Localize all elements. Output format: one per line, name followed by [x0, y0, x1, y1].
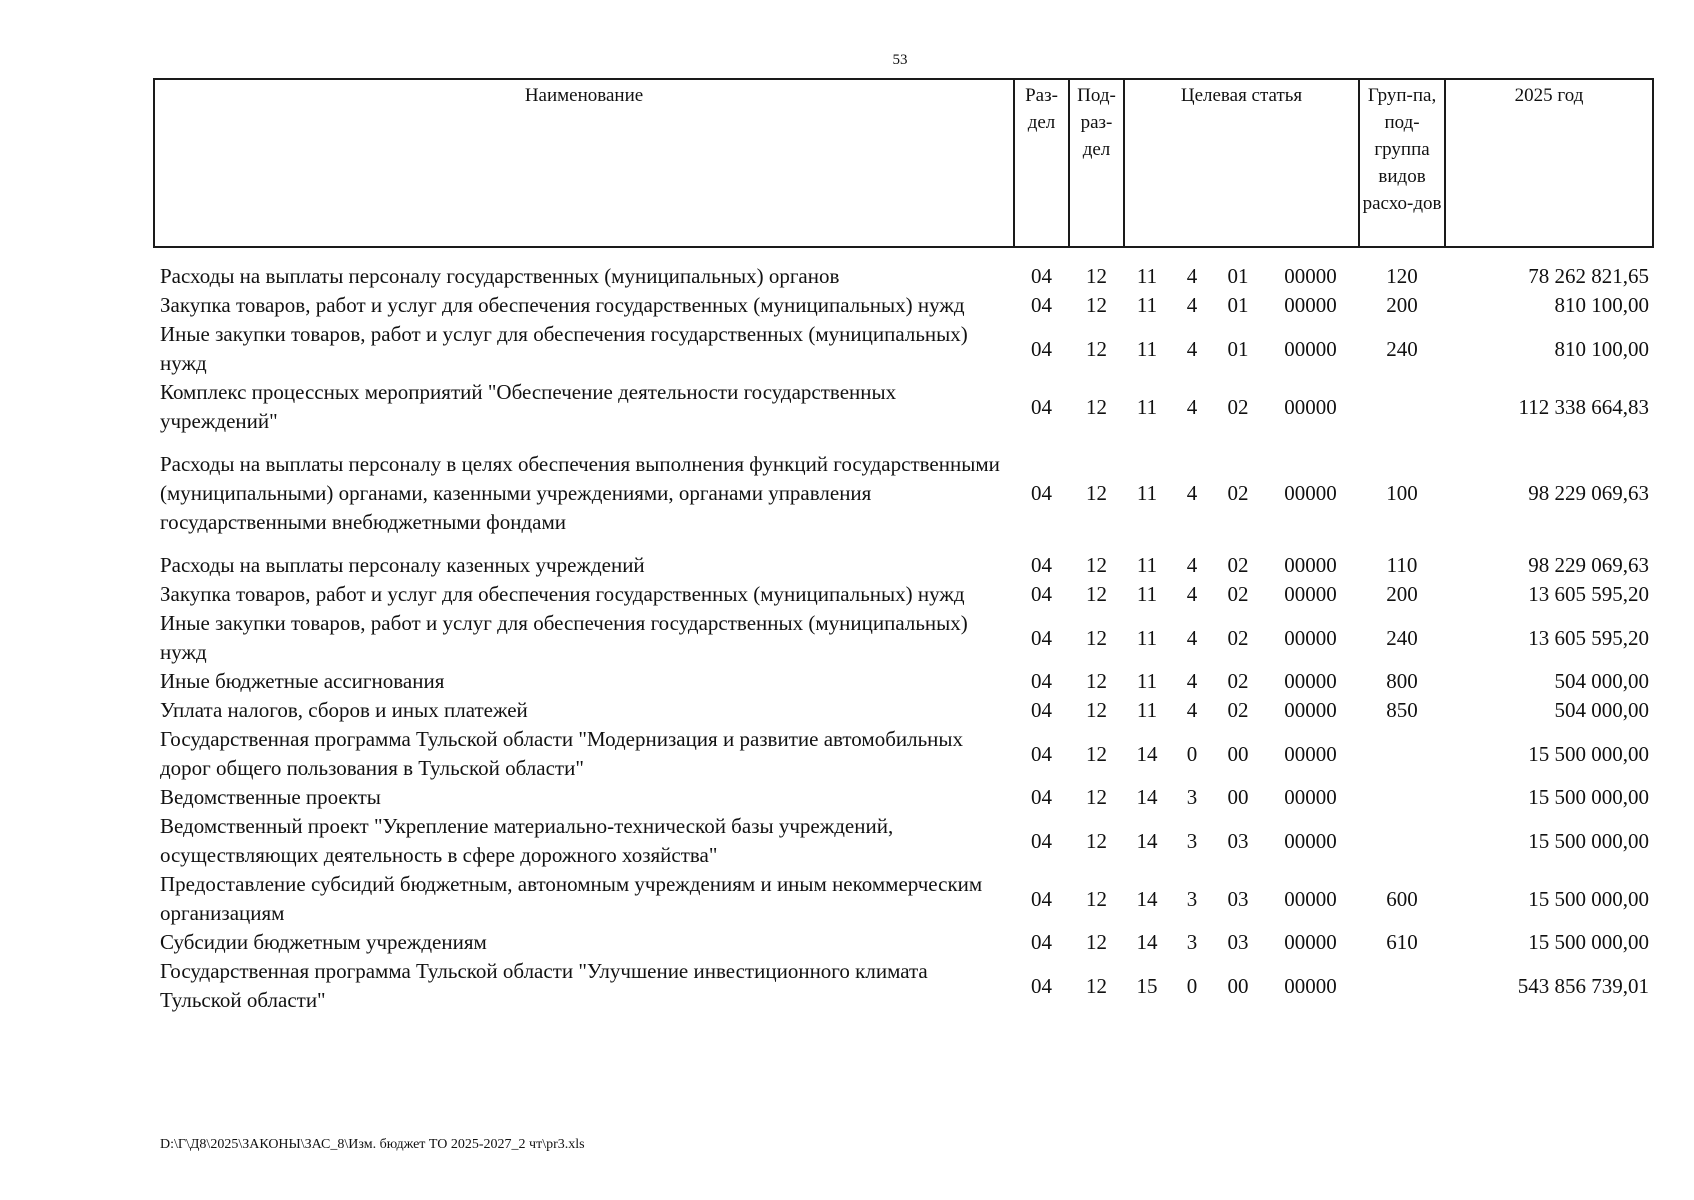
table-row: [154, 667, 1653, 696]
cell-target-program: 11: [1136, 394, 1158, 419]
cell-target-structure: 02: [1227, 481, 1249, 505]
cell-amount: 98 229 069,63: [1528, 553, 1650, 577]
cell-podrazdel: 12: [1086, 336, 1107, 361]
footer-file-path: D:\Г\Д8\2025\ЗАКОНЫ\ЗАС_8\Изм. бюджет ТО 2025-2027_2 чт\pr3.xls: [160, 1137, 585, 1152]
cell-target-structure: 01: [1227, 336, 1249, 361]
cell-group: 800: [1386, 669, 1418, 693]
cell-razdel: 04: [1031, 336, 1052, 361]
cell-name: Ведомственный проект "Укрепление материально-технической базы учреждений, осуществляющих деятельность в сфере дорожного хозяйства": [160, 814, 894, 867]
cell-target-program: 11: [1136, 264, 1158, 288]
table-row: [154, 580, 1653, 609]
cell-name: Иные бюджетные ассигнования: [160, 669, 445, 693]
cell-target-structure: 01: [1227, 293, 1249, 317]
cell-target-structure: 00: [1227, 741, 1249, 766]
cell-name: Ведомственные проекты: [160, 785, 381, 809]
cell-target-program: 11: [1136, 625, 1158, 650]
cell-target-direction: 00000: [1284, 625, 1337, 650]
cell-target-direction: 00000: [1284, 785, 1337, 809]
cell-amount: 810 100,00: [1554, 293, 1650, 317]
cell-podrazdel: 12: [1086, 625, 1107, 650]
table-row: [154, 725, 1653, 783]
cell-amount: 13 605 595,20: [1528, 625, 1650, 650]
cell-target-type: 3: [1186, 828, 1198, 853]
cell-podrazdel: 12: [1086, 785, 1107, 809]
cell-target-program: 11: [1136, 698, 1158, 722]
cell-amount: 15 500 000,00: [1528, 741, 1650, 766]
cell-target-structure: 03: [1227, 930, 1249, 954]
cell-name: Расходы на выплаты персоналу в целях обеспечения выполнения функций государственными (муниципальными) органами, казенными учреждениями, органами управления государственными внебюджетными фондами: [160, 452, 1000, 534]
cell-amount: 112 338 664,83: [1518, 394, 1650, 419]
cell-podrazdel: 12: [1086, 293, 1107, 317]
cell-group: [1359, 957, 1445, 1015]
cell-target-program: 14: [1136, 828, 1158, 853]
cell-target-type: 0: [1186, 741, 1198, 766]
cell-target-direction: 00000: [1284, 886, 1337, 911]
header-podrazdel: Под-раз-дел: [1069, 79, 1124, 247]
cell-target-direction: 00000: [1284, 553, 1337, 577]
cell-target-program: 14: [1136, 785, 1158, 809]
cell-name: Иные закупки товаров, работ и услуг для обеспечения государственных (муниципальных) нужд: [160, 611, 968, 664]
header-year: 2025 год: [1445, 79, 1653, 247]
cell-group: 240: [1386, 625, 1418, 650]
cell-group: [1359, 812, 1445, 870]
cell-target-type: 4: [1186, 264, 1198, 288]
cell-amount: 504 000,00: [1554, 669, 1650, 693]
cell-target-program: 14: [1136, 741, 1158, 766]
cell-target-structure: 03: [1227, 828, 1249, 853]
cell-target-direction: 00000: [1284, 930, 1337, 954]
cell-name: Субсидии бюджетным учреждениям: [160, 930, 487, 954]
cell-target-program: 11: [1136, 293, 1158, 317]
cell-podrazdel: 12: [1086, 930, 1107, 954]
cell-target-direction: 00000: [1284, 828, 1337, 853]
cell-group: 850: [1386, 698, 1418, 722]
cell-amount: 15 500 000,00: [1528, 785, 1650, 809]
cell-podrazdel: 12: [1086, 886, 1107, 911]
cell-target-type: 4: [1186, 394, 1198, 419]
cell-target-structure: 03: [1227, 886, 1249, 911]
cell-name: Иные закупки товаров, работ и услуг для обеспечения государственных (муниципальных) нужд: [160, 322, 968, 375]
header-target: Целевая статья: [1124, 79, 1359, 247]
cell-target-structure: 02: [1227, 582, 1249, 606]
cell-podrazdel: 12: [1086, 481, 1107, 505]
cell-target-structure: 02: [1227, 625, 1249, 650]
cell-target-type: 4: [1186, 481, 1198, 505]
cell-razdel: 04: [1031, 698, 1052, 722]
cell-target-type: 4: [1186, 336, 1198, 361]
cell-amount: 78 262 821,65: [1528, 264, 1650, 288]
cell-razdel: 04: [1031, 481, 1052, 505]
cell-razdel: 04: [1031, 930, 1052, 954]
cell-target-program: 11: [1136, 336, 1158, 361]
cell-razdel: 04: [1031, 973, 1052, 998]
table-row: [154, 696, 1653, 725]
cell-amount: 13 605 595,20: [1528, 582, 1650, 606]
cell-target-program: 11: [1136, 553, 1158, 577]
cell-podrazdel: 12: [1086, 973, 1107, 998]
cell-target-type: 4: [1186, 553, 1198, 577]
cell-razdel: 04: [1031, 741, 1052, 766]
header-name: Наименование: [154, 79, 1014, 247]
cell-target-program: 11: [1136, 582, 1158, 606]
cell-razdel: 04: [1031, 394, 1052, 419]
cell-target-type: 4: [1186, 698, 1198, 722]
table-row: [154, 291, 1653, 320]
cell-target-direction: 00000: [1284, 336, 1337, 361]
cell-target-structure: 00: [1227, 973, 1249, 998]
cell-podrazdel: 12: [1086, 394, 1107, 419]
cell-group: 110: [1386, 553, 1418, 577]
cell-target-direction: 00000: [1284, 582, 1337, 606]
cell-podrazdel: 12: [1086, 582, 1107, 606]
cell-group: 200: [1386, 293, 1418, 317]
cell-podrazdel: 12: [1086, 669, 1107, 693]
cell-target-type: 3: [1186, 886, 1198, 911]
cell-group: 120: [1386, 264, 1418, 288]
cell-amount: 504 000,00: [1554, 698, 1650, 722]
cell-name: Уплата налогов, сборов и иных платежей: [160, 698, 528, 722]
cell-target-program: 11: [1136, 481, 1158, 505]
cell-target-program: 15: [1136, 973, 1158, 998]
cell-name: Расходы на выплаты персоналу государственных (муниципальных) органов: [160, 264, 840, 288]
cell-target-program: 14: [1136, 930, 1158, 954]
cell-group: 200: [1386, 582, 1418, 606]
cell-name: Расходы на выплаты персоналу казенных учреждений: [160, 553, 645, 577]
cell-razdel: 04: [1031, 886, 1052, 911]
cell-amount: 15 500 000,00: [1528, 930, 1650, 954]
cell-group: [1359, 783, 1445, 812]
cell-podrazdel: 12: [1086, 553, 1107, 577]
cell-target-program: 11: [1136, 669, 1158, 693]
cell-target-direction: 00000: [1284, 973, 1337, 998]
page-number: 53: [892, 52, 908, 68]
cell-razdel: 04: [1031, 785, 1052, 809]
cell-target-direction: 00000: [1284, 293, 1337, 317]
cell-target-type: 4: [1186, 669, 1198, 693]
cell-name: Государственная программа Тульской области "Модернизация и развитие автомобильных дорог общего пользования в Тульской области": [160, 727, 964, 780]
cell-target-direction: 00000: [1284, 669, 1337, 693]
cell-target-direction: 00000: [1284, 741, 1337, 766]
header-razdel: Раз-дел: [1014, 79, 1069, 247]
cell-podrazdel: 12: [1086, 698, 1107, 722]
cell-target-type: 4: [1186, 582, 1198, 606]
cell-target-type: 3: [1186, 785, 1198, 809]
table-row: [154, 928, 1653, 957]
cell-target-structure: 00: [1227, 785, 1249, 809]
cell-target-type: 4: [1186, 293, 1198, 317]
budget-table: [153, 78, 1654, 1015]
cell-amount: 98 229 069,63: [1528, 481, 1650, 505]
table-row: [154, 262, 1653, 291]
header-group: Груп-па, под-группа видов расхо-дов: [1359, 79, 1445, 247]
table-header-row: [154, 79, 1653, 247]
cell-target-structure: 02: [1227, 394, 1249, 419]
cell-podrazdel: 12: [1086, 264, 1107, 288]
cell-name: Предоставление субсидий бюджетным, автономным учреждениям и иным некоммерческим организациям: [160, 872, 983, 925]
cell-target-direction: 00000: [1284, 264, 1337, 288]
cell-target-type: 3: [1186, 930, 1198, 954]
cell-target-structure: 02: [1227, 669, 1249, 693]
cell-group: 100: [1386, 481, 1418, 505]
cell-group: 610: [1386, 930, 1418, 954]
cell-name: Комплекс процессных мероприятий "Обеспечение деятельности государственных учреждений": [160, 380, 897, 433]
cell-group: 600: [1386, 886, 1418, 911]
table-row: [154, 957, 1653, 1015]
cell-name: Закупка товаров, работ и услуг для обеспечения государственных (муниципальных) нужд: [160, 582, 965, 606]
cell-group: 240: [1386, 336, 1418, 361]
cell-podrazdel: 12: [1086, 741, 1107, 766]
cell-target-structure: 02: [1227, 698, 1249, 722]
cell-target-program: 14: [1136, 886, 1158, 911]
table-row: [154, 378, 1653, 436]
cell-target-direction: 00000: [1284, 481, 1337, 505]
cell-name: Государственная программа Тульской области "Улучшение инвестиционного климата Тульской области": [160, 959, 928, 1012]
cell-razdel: 04: [1031, 828, 1052, 853]
cell-razdel: 04: [1031, 264, 1052, 288]
cell-group: [1359, 725, 1445, 783]
cell-amount: 15 500 000,00: [1528, 886, 1650, 911]
table-row: [154, 320, 1653, 378]
cell-razdel: 04: [1031, 582, 1052, 606]
cell-target-direction: 00000: [1284, 394, 1337, 419]
cell-razdel: 04: [1031, 553, 1052, 577]
table-row: [154, 783, 1653, 812]
cell-target-structure: 01: [1227, 264, 1249, 288]
table-row: [154, 551, 1653, 580]
table-row: [154, 609, 1653, 667]
cell-target-direction: 00000: [1284, 698, 1337, 722]
cell-amount: 810 100,00: [1554, 336, 1650, 361]
cell-podrazdel: 12: [1086, 828, 1107, 853]
cell-group: [1359, 378, 1445, 436]
cell-name: Закупка товаров, работ и услуг для обеспечения государственных (муниципальных) нужд: [160, 293, 965, 317]
cell-razdel: 04: [1031, 669, 1052, 693]
cell-razdel: 04: [1031, 625, 1052, 650]
table-row: [154, 812, 1653, 870]
cell-target-type: 0: [1186, 973, 1198, 998]
cell-amount: 15 500 000,00: [1528, 828, 1650, 853]
table-row: [154, 870, 1653, 928]
cell-target-type: 4: [1186, 625, 1198, 650]
table-row: [154, 450, 1653, 537]
cell-amount: 543 856 739,01: [1517, 973, 1650, 998]
cell-target-structure: 02: [1227, 553, 1249, 577]
cell-razdel: 04: [1031, 293, 1052, 317]
